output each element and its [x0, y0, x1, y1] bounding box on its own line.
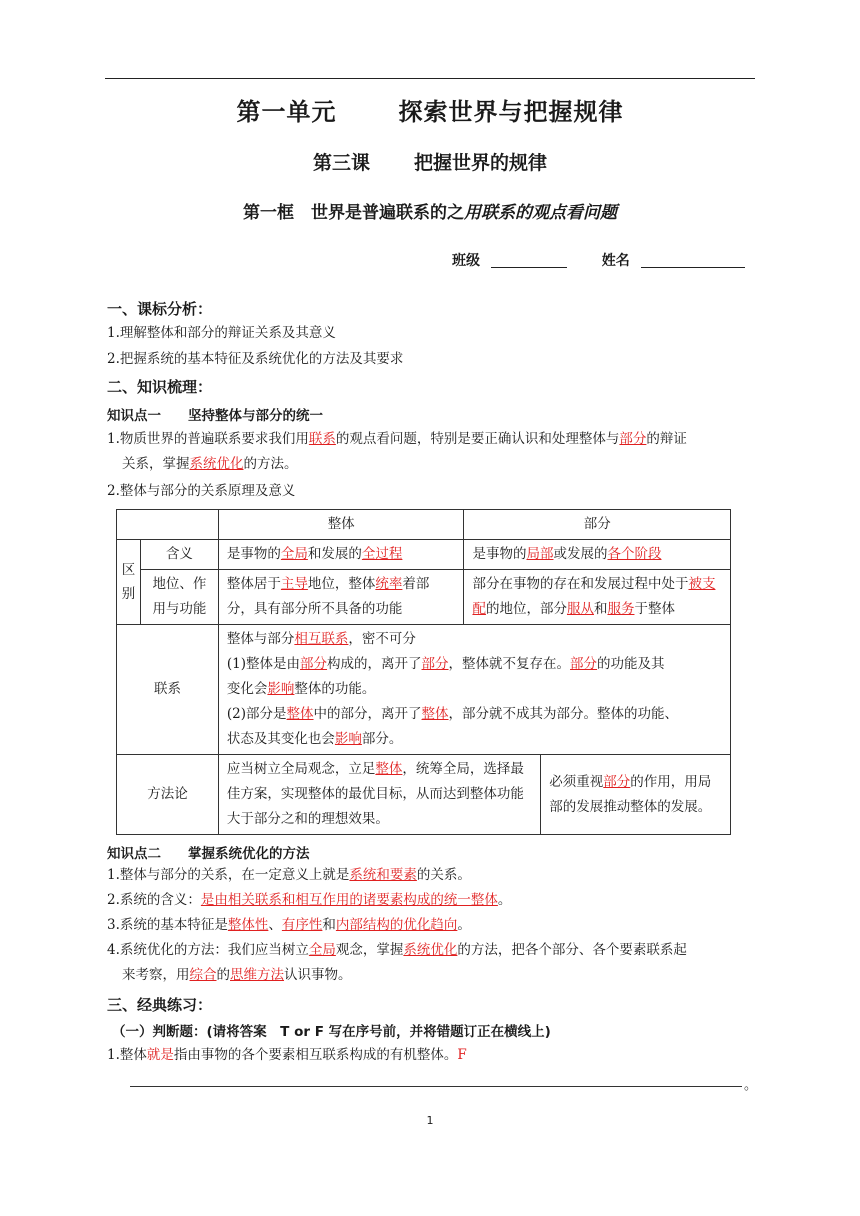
section-title	[0, 198, 860, 223]
practice-instructions: （一）判断题：(请将答案 T or F 写在序号前，并将错题订正在横线上)	[112, 1024, 551, 1040]
unit-title-text: 探索世界与把握规律	[398, 98, 624, 126]
lesson-title-number: 第三课	[312, 152, 370, 174]
knowledge-line: 1.整体与部分的关系，在一定意义上就是系统和要素的关系。	[107, 867, 471, 883]
table-row	[117, 540, 731, 570]
name-label: 姓名	[601, 253, 630, 269]
table-header: 整体	[218, 510, 464, 540]
knowledge-point-title: 知识点一 坚持整体与部分的统一	[107, 408, 323, 424]
table-row-label: 地位、作用与功能	[140, 570, 218, 625]
section-heading-practice: 三、经典练习：	[107, 996, 213, 1014]
table-row-label: 区别	[117, 540, 141, 625]
knowledge-line: 来考察，用综合的思维方法认识事物。	[122, 967, 352, 983]
page-number: 1	[426, 1114, 434, 1127]
table-row	[117, 625, 731, 755]
table-row	[117, 755, 731, 835]
unit-title	[0, 92, 860, 127]
knowledge-line: 2.系统的含义：是由相关联系和相互作用的诸要素构成的统一整体。	[107, 892, 512, 908]
knowledge-line: 3.系统的基本特征是整体性、有序性和内部结构的优化趋向。	[107, 917, 471, 933]
table-row-label: 方法论	[117, 755, 219, 835]
answer-line[interactable]	[130, 1086, 742, 1087]
table-header: 部分	[464, 510, 731, 540]
table-row-label: 含义	[140, 540, 218, 570]
knowledge-point-title: 知识点二 掌握系统优化的方法	[107, 846, 310, 862]
section-title-main: 第一框 世界是普遍联系的之	[243, 203, 464, 223]
lesson-title	[0, 148, 860, 175]
unit-title-number: 第一单元	[236, 98, 337, 126]
section-heading-standards: 一、课标分析：	[107, 300, 213, 318]
table-cell: 是事物的全局和发展的全过程	[218, 540, 464, 570]
name-blank[interactable]	[641, 253, 745, 268]
knowledge-line: 关系，掌握系统优化的方法。	[122, 456, 298, 472]
section-title-italic: 用联系的观点看问题	[464, 203, 617, 223]
answer-line-end-mark: 。	[744, 1078, 758, 1093]
whole-part-table	[116, 509, 731, 835]
practice-question: 1.整体就是指由事物的各个要素相互联系构成的有机整体。F	[107, 1047, 467, 1063]
class-label: 班级	[452, 253, 480, 269]
knowledge-line: 1.物质世界的普遍联系要求我们用联系的观点看问题，特别是要正确认识和处理整体与部分的辩证	[107, 431, 687, 447]
table-cell: 必须重视部分的作用，用局部的发展推动整体的发展。	[541, 755, 731, 835]
standard-item: 1.理解整体和部分的辩证关系及其意义	[107, 325, 336, 341]
table-cell: 整体居于主导地位，整体统率着部分，具有部分所不具备的功能	[218, 570, 464, 625]
top-rule	[105, 78, 755, 79]
table-cell: 部分在事物的存在和发展过程中处于被支配的地位，部分服从和服务于整体	[464, 570, 731, 625]
table-cell: 整体与部分相互联系，密不可分 (1)整体是由部分构成的，离开了部分，整体就不复存在。部分的功能及其 变化会影响整体的功能。 (2)部分是整体中的部分，离开了整体，部分就不成其为部分。整体的功能、 状态及其变化也会影响部分。	[218, 625, 730, 755]
knowledge-line: 4.系统优化的方法：我们应当树立全局观念，掌握系统优化的方法，把各个部分、各个要素联系起	[107, 942, 687, 958]
standard-item: 2.把握系统的基本特征及系统优化的方法及其要求	[107, 351, 404, 367]
table-cell: 应当树立全局观念，立足整体，统筹全局，选择最佳方案，实现整体的最优目标，从而达到整体功能大于部分之和的理想效果。	[218, 755, 540, 835]
lesson-title-text: 把握世界的规律	[414, 152, 548, 174]
table-row	[117, 570, 731, 625]
class-blank[interactable]	[491, 253, 567, 268]
knowledge-line: 2.整体与部分的关系原理及意义	[107, 483, 296, 499]
table-row	[117, 510, 731, 540]
table-row-label: 联系	[117, 625, 219, 755]
table-cell: 是事物的局部或发展的各个阶段	[464, 540, 731, 570]
class-name-fields	[452, 250, 745, 270]
section-heading-knowledge: 二、知识梳理：	[107, 378, 213, 396]
